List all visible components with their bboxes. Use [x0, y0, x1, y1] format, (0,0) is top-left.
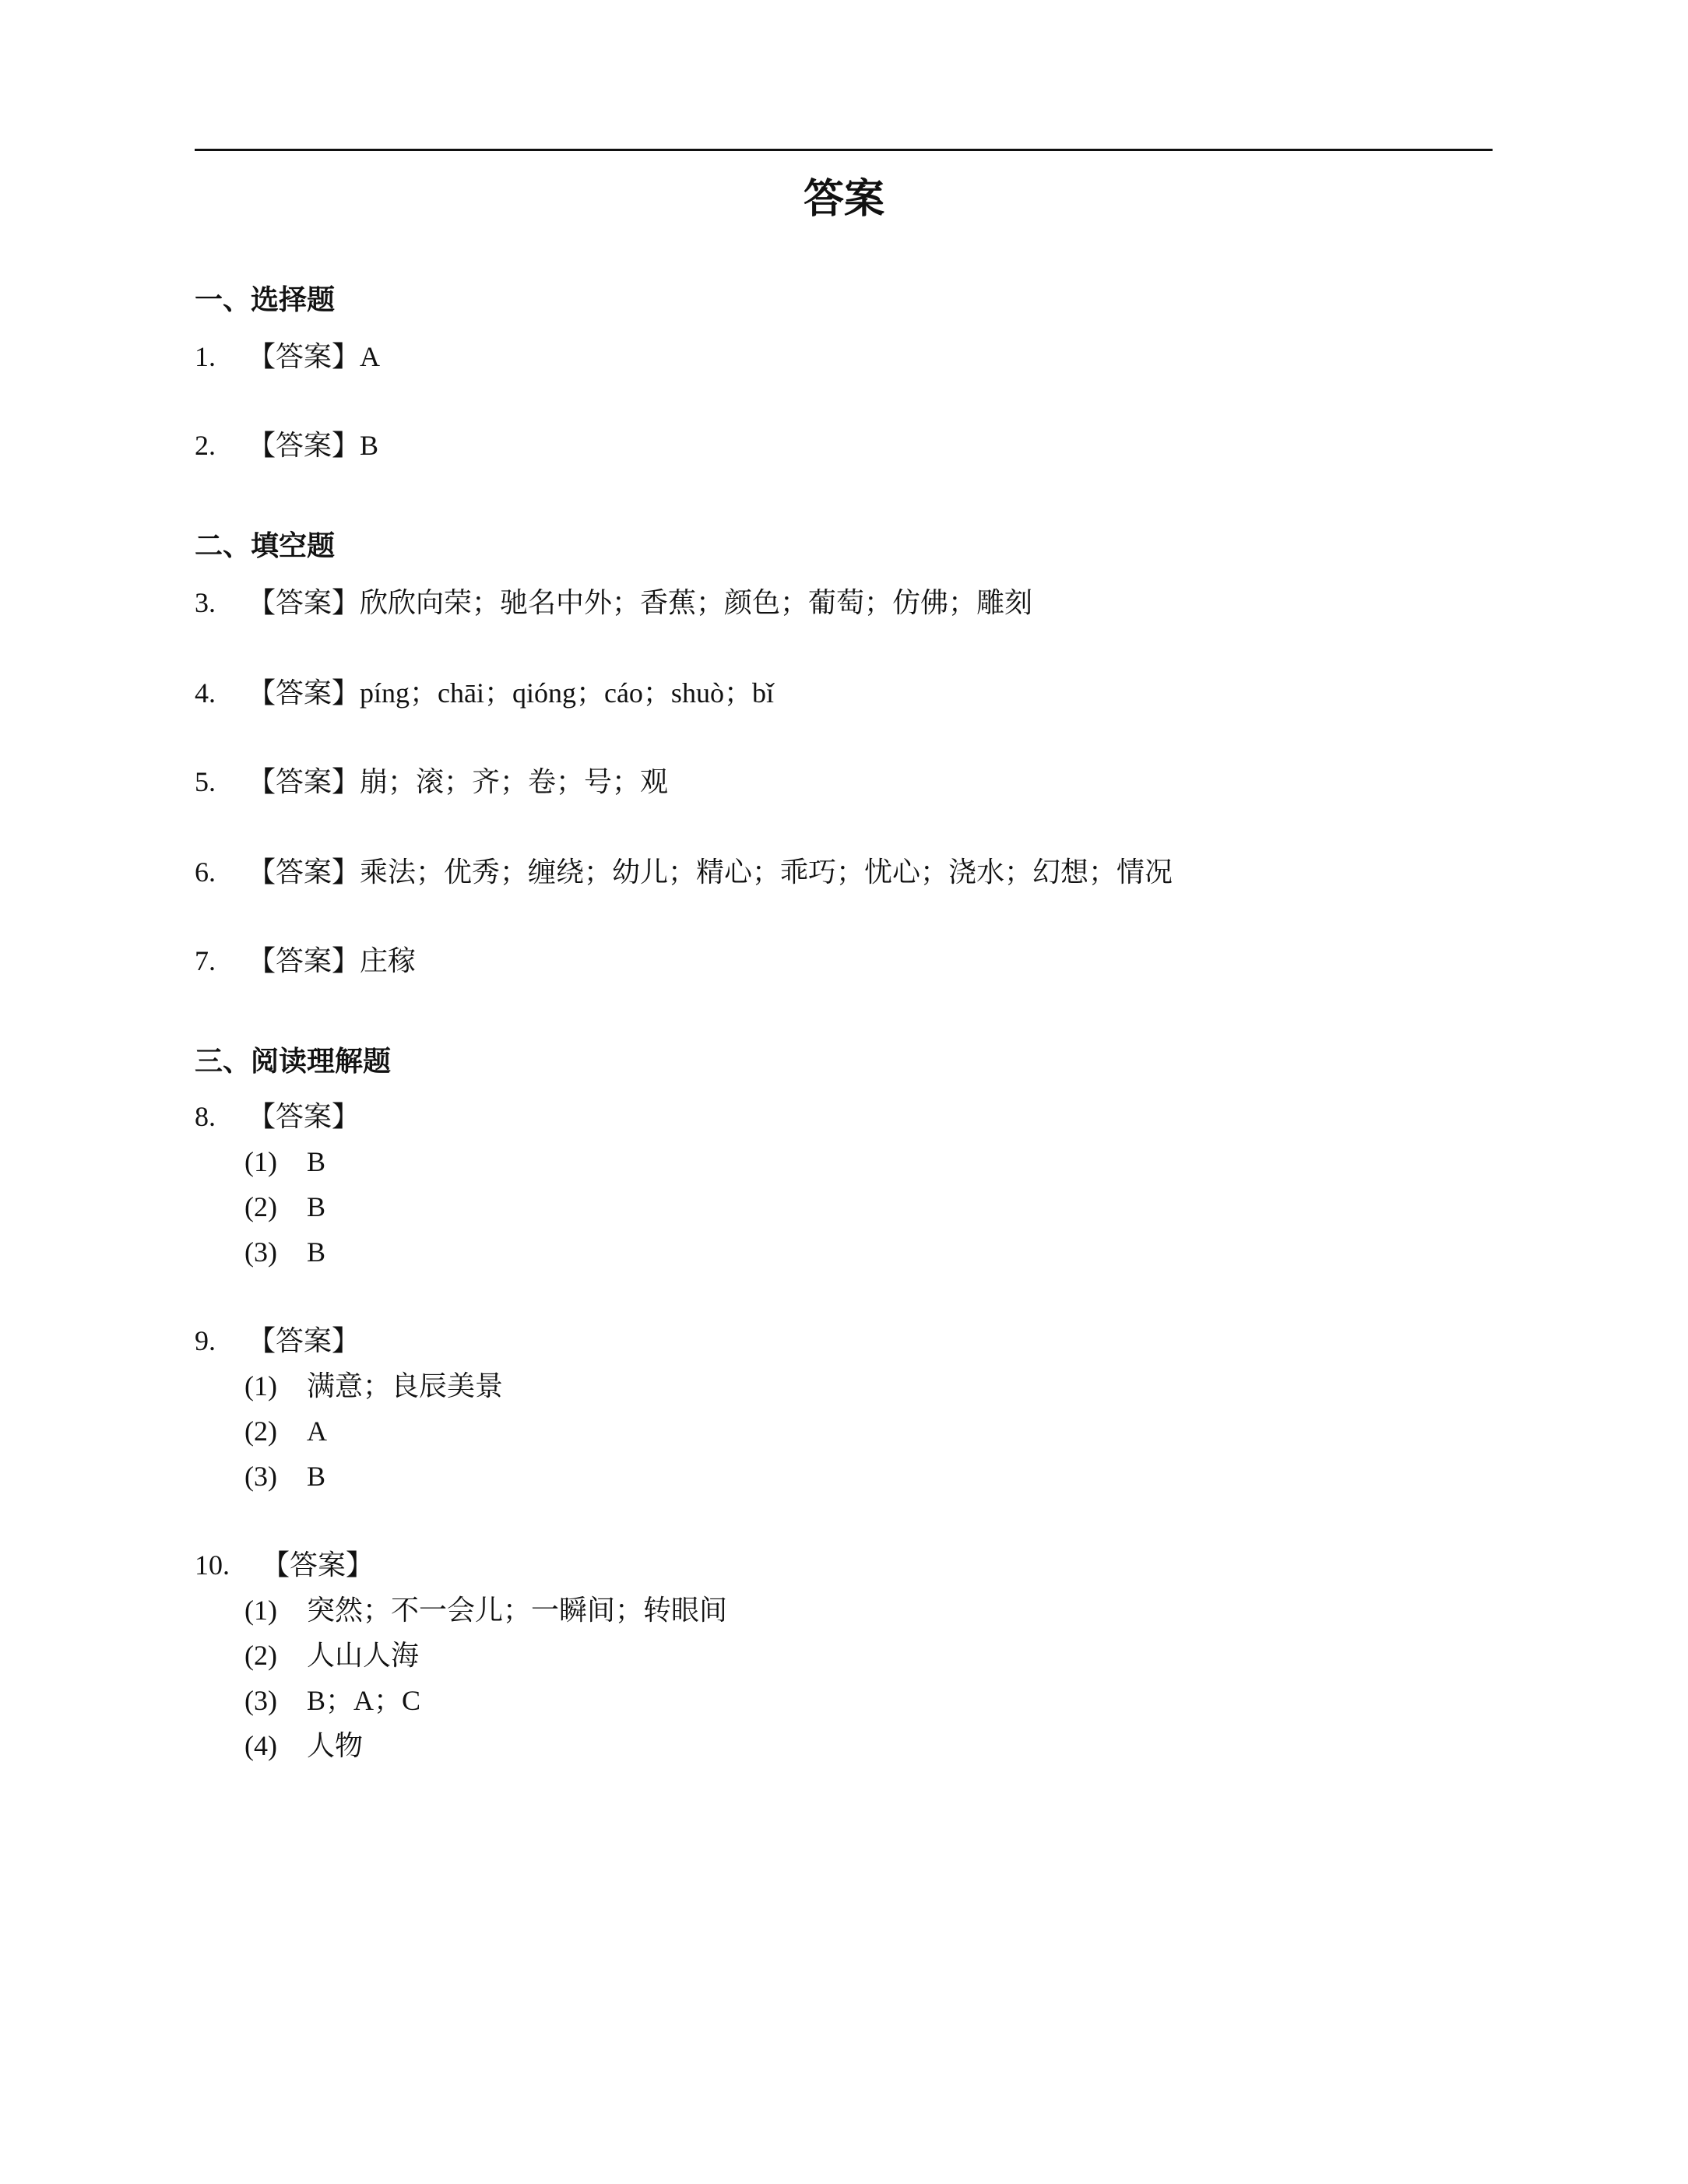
- item-number: 1.: [195, 341, 216, 372]
- sub-number: (1): [244, 1595, 277, 1626]
- answer-value: B: [360, 430, 379, 461]
- answer-item-3: [195, 584, 1032, 622]
- answer-tag: 【答案】: [248, 341, 360, 373]
- item-number: 2.: [195, 430, 216, 461]
- sub-value: 满意；良辰美景: [307, 1370, 504, 1401]
- sub-value: B: [307, 1461, 326, 1492]
- answer-item-10: [195, 1546, 374, 1584]
- item-number: 5.: [195, 766, 216, 797]
- answer-item-9: [195, 1322, 360, 1360]
- section-heading-fill: 二、填空题: [195, 530, 336, 562]
- sub-answer: [244, 1637, 419, 1674]
- sub-answer: [244, 1591, 727, 1629]
- sub-number: (3): [244, 1461, 277, 1492]
- answer-tag: 【答案】: [248, 766, 360, 798]
- answer-tag: 【答案】: [248, 945, 360, 977]
- answer-value: 乘法；优秀；缠绕；幼儿；精心；乖巧；忧心；浇水；幻想；情况: [360, 856, 1173, 888]
- answer-tag: 【答案】: [248, 587, 360, 619]
- item-number: 3.: [195, 587, 216, 618]
- answer-item-7: [195, 942, 416, 980]
- answer-value: 欣欣向荣；驰名中外；香蕉；颜色；葡萄；仿佛；雕刻: [360, 587, 1033, 619]
- sub-number: (3): [244, 1236, 277, 1268]
- item-number: 9.: [195, 1325, 216, 1356]
- answer-tag: 【答案】: [248, 1101, 360, 1133]
- sub-value: B；A；C: [307, 1685, 421, 1716]
- answer-item-6: [195, 853, 1173, 892]
- sub-value: B: [307, 1146, 326, 1177]
- sub-number: (2): [244, 1191, 277, 1222]
- sub-answer: [244, 1412, 327, 1450]
- sub-value: 人山人海: [307, 1640, 420, 1671]
- sub-answer: [244, 1682, 420, 1719]
- answer-item-2: [195, 427, 378, 465]
- sub-answer: [244, 1727, 363, 1764]
- sub-value: 突然；不一会儿；一瞬间；转眼间: [307, 1595, 728, 1626]
- answer-tag: 【答案】: [248, 677, 360, 709]
- answer-value: 崩；滚；齐；卷；号；观: [360, 766, 669, 798]
- sub-answer: [244, 1143, 325, 1180]
- sub-value: 人物: [307, 1730, 364, 1761]
- answer-tag: 【答案】: [248, 1325, 360, 1357]
- answer-tag: 【答案】: [248, 856, 360, 888]
- answer-item-8: [195, 1098, 360, 1136]
- item-number: 8.: [195, 1101, 216, 1132]
- answer-tag: 【答案】: [248, 430, 360, 462]
- sub-answer: [244, 1367, 503, 1405]
- answer-value: píng；chāi；qióng；cáo；shuò；bǐ: [360, 677, 774, 709]
- section-heading-choice: 一、选择题: [195, 284, 336, 316]
- sub-number: (1): [244, 1370, 277, 1401]
- sub-answer: [244, 1458, 325, 1495]
- sub-number: (2): [244, 1416, 277, 1447]
- item-number: 4.: [195, 677, 216, 709]
- answer-item-1: [195, 338, 380, 376]
- sub-value: B: [307, 1236, 326, 1268]
- header-rule: [195, 149, 1493, 151]
- sub-value: B: [307, 1191, 326, 1222]
- sub-number: (2): [244, 1640, 277, 1671]
- page-title: 答案: [803, 176, 884, 223]
- answer-value: 庄稼: [360, 945, 417, 977]
- answer-item-5: [195, 763, 668, 801]
- sub-answer: [244, 1188, 325, 1226]
- sub-number: (3): [244, 1685, 277, 1716]
- item-number: 10.: [195, 1549, 230, 1581]
- answer-value: A: [360, 341, 381, 372]
- section-heading-reading: 三、阅读理解题: [195, 1046, 392, 1078]
- sub-number: (1): [244, 1146, 277, 1177]
- sub-value: A: [307, 1416, 327, 1447]
- item-number: 6.: [195, 856, 216, 888]
- item-number: 7.: [195, 945, 216, 976]
- sub-number: (4): [244, 1730, 277, 1761]
- answer-item-4: [195, 674, 774, 712]
- answer-tag: 【答案】: [262, 1549, 375, 1581]
- sub-answer: [244, 1233, 325, 1271]
